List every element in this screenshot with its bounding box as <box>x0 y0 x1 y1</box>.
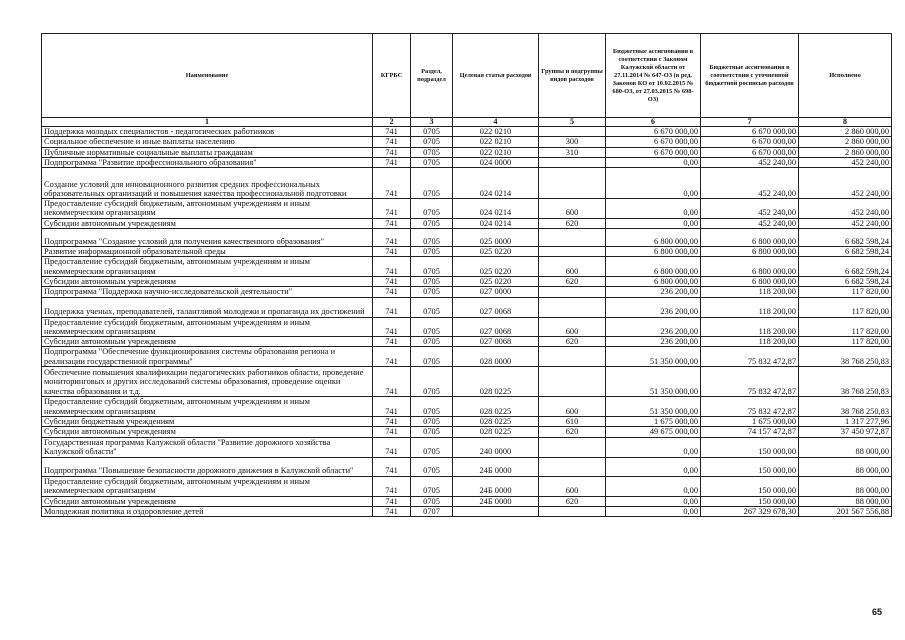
cell-law: 0,00 <box>606 476 701 496</box>
cell-rospis: 150 000,00 <box>701 476 799 496</box>
cell-name: Предоставление субсидий бюджетным, автономным учреждениям и иным некоммерческим организациям <box>42 199 373 219</box>
cell-kgrbs: 741 <box>373 367 411 397</box>
column-number: 5 <box>539 118 606 127</box>
header-row <box>42 34 892 118</box>
cell-name: Субсидии автономным учреждениям <box>42 276 373 286</box>
cell-statya: 022 0210 <box>453 127 539 137</box>
table-row <box>42 337 892 347</box>
column-number: 6 <box>606 118 701 127</box>
cell-rospis: 6 800 000,00 <box>701 229 799 247</box>
cell-rospis: 267 329 678,30 <box>701 506 799 516</box>
cell-statya: 028 0225 <box>453 367 539 397</box>
cell-done: 117 820,00 <box>799 297 892 317</box>
cell-razdel: 0705 <box>411 229 453 247</box>
cell-kgrbs: 741 <box>373 397 411 417</box>
column-number: 8 <box>799 118 892 127</box>
cell-kgrbs: 741 <box>373 276 411 286</box>
cell-statya: 028 0000 <box>453 347 539 367</box>
cell-razdel: 0705 <box>411 427 453 437</box>
cell-law: 49 675 000,00 <box>606 427 701 437</box>
table-row <box>42 276 892 286</box>
cell-vid: 600 <box>539 199 606 219</box>
cell-statya <box>453 506 539 516</box>
cell-done: 6 682 598,24 <box>799 229 892 247</box>
cell-statya: 024 0214 <box>453 199 539 219</box>
cell-vid <box>539 247 606 257</box>
cell-done: 88 000,00 <box>799 476 892 496</box>
cell-name: Поддержка молодых специалистов - педагогических работников <box>42 127 373 137</box>
cell-name: Подпрограмма "Поддержка научно-исследовательской деятельности" <box>42 287 373 297</box>
column-number: 3 <box>411 118 453 127</box>
header-law: Бюджетные ассигнования в соответствии с Законом Калужской области от 27.11.2014 № 647-ОЗ (в ред. Законов КО от 10.02.2015 № 680-ОЗ, от 27.03.2015 № 698-ОЗ) <box>606 34 701 118</box>
cell-razdel: 0705 <box>411 127 453 137</box>
cell-name: Субсидии бюджетным учреждениям <box>42 417 373 427</box>
cell-vid: 610 <box>539 417 606 427</box>
table-row <box>42 218 892 228</box>
cell-law: 6 670 000,00 <box>606 137 701 147</box>
cell-statya: 024 0000 <box>453 157 539 167</box>
cell-rospis: 6 800 000,00 <box>701 276 799 286</box>
cell-statya: 028 0225 <box>453 417 539 427</box>
cell-kgrbs: 741 <box>373 437 411 457</box>
cell-kgrbs: 741 <box>373 157 411 167</box>
cell-razdel: 0705 <box>411 287 453 297</box>
cell-kgrbs: 741 <box>373 347 411 367</box>
cell-done: 38 768 250,83 <box>799 397 892 417</box>
cell-rospis: 75 832 472,87 <box>701 367 799 397</box>
cell-done: 38 768 250,83 <box>799 347 892 367</box>
cell-name: Субсидии автономным учреждениям <box>42 427 373 437</box>
cell-rospis: 150 000,00 <box>701 496 799 506</box>
cell-razdel: 0705 <box>411 297 453 317</box>
cell-kgrbs: 741 <box>373 287 411 297</box>
cell-vid: 620 <box>539 427 606 437</box>
cell-name: Субсидии автономным учреждениям <box>42 337 373 347</box>
cell-name: Предоставление субсидий бюджетным, автономным учреждениям и иным некоммерческим организациям <box>42 317 373 337</box>
cell-law: 0,00 <box>606 199 701 219</box>
cell-law: 0,00 <box>606 496 701 506</box>
cell-law: 51 350 000,00 <box>606 347 701 367</box>
cell-law: 236 200,00 <box>606 297 701 317</box>
cell-done: 88 000,00 <box>799 437 892 457</box>
cell-statya: 022 0210 <box>453 137 539 147</box>
cell-law: 51 350 000,00 <box>606 367 701 397</box>
cell-name: Предоставление субсидий бюджетным, автономным учреждениям и иным некоммерческим организациям <box>42 397 373 417</box>
cell-statya: 027 0068 <box>453 337 539 347</box>
cell-statya: 024 0214 <box>453 168 539 199</box>
cell-name: Подпрограмма "Обеспечение функционирования системы образования региона и реализации государственной программы" <box>42 347 373 367</box>
table-row <box>42 506 892 516</box>
cell-razdel: 0705 <box>411 257 453 277</box>
cell-kgrbs: 741 <box>373 297 411 317</box>
cell-done: 6 682 598,24 <box>799 247 892 257</box>
column-number: 7 <box>701 118 799 127</box>
cell-law: 0,00 <box>606 506 701 516</box>
cell-statya: 24Б 0000 <box>453 457 539 476</box>
cell-rospis: 75 832 472,87 <box>701 397 799 417</box>
cell-kgrbs: 741 <box>373 218 411 228</box>
table-row <box>42 147 892 157</box>
cell-rospis: 6 670 000,00 <box>701 127 799 137</box>
header-rospis: Бюджетные ассигнования в соответствии с уточненной бюджетной росписью расходов <box>701 34 799 118</box>
header-statya: Целевая статья расходов <box>453 34 539 118</box>
cell-statya: 025 0220 <box>453 247 539 257</box>
cell-name: Поддержка ученых, преподавателей, талантливой молодежи и пропаганда их достижений <box>42 297 373 317</box>
cell-razdel: 0705 <box>411 347 453 367</box>
cell-rospis: 118 200,00 <box>701 317 799 337</box>
cell-name: Подпрограмма "Создание условий для получения качественного образования" <box>42 229 373 247</box>
cell-vid: 600 <box>539 476 606 496</box>
cell-rospis: 6 800 000,00 <box>701 257 799 277</box>
cell-vid <box>539 127 606 137</box>
cell-rospis: 1 675 000,00 <box>701 417 799 427</box>
cell-vid <box>539 347 606 367</box>
table-row <box>42 257 892 277</box>
cell-law: 6 800 000,00 <box>606 257 701 277</box>
table-row <box>42 476 892 496</box>
cell-done: 6 682 598,24 <box>799 257 892 277</box>
cell-statya: 025 0220 <box>453 276 539 286</box>
table-body <box>42 127 892 517</box>
cell-kgrbs: 741 <box>373 476 411 496</box>
cell-razdel: 0705 <box>411 157 453 167</box>
cell-razdel: 0705 <box>411 247 453 257</box>
column-number: 4 <box>453 118 539 127</box>
cell-law: 0,00 <box>606 218 701 228</box>
cell-vid <box>539 367 606 397</box>
table-row <box>42 297 892 317</box>
cell-name: Создание условий для инновационного развития средних профессиональных образовательных организаций и повышения качества профессиональной подготовки <box>42 168 373 199</box>
cell-name: Публичные нормативные социальные выплаты гражданам <box>42 147 373 157</box>
cell-done: 37 450 972,87 <box>799 427 892 437</box>
cell-name: Подпрограмма "Развитие профессионального образования" <box>42 157 373 167</box>
page-number: 65 <box>872 607 883 617</box>
cell-razdel: 0705 <box>411 147 453 157</box>
column-number-row <box>42 118 892 127</box>
cell-kgrbs: 741 <box>373 199 411 219</box>
table-row <box>42 229 892 247</box>
cell-law: 0,00 <box>606 157 701 167</box>
table-row <box>42 397 892 417</box>
cell-law: 51 350 000,00 <box>606 397 701 417</box>
cell-rospis: 452 240,00 <box>701 168 799 199</box>
cell-kgrbs: 741 <box>373 496 411 506</box>
cell-name: Подпрограмма "Повышение безопасности дорожного движения в Калужской области" <box>42 457 373 476</box>
cell-vid <box>539 457 606 476</box>
cell-statya: 027 0000 <box>453 287 539 297</box>
cell-done: 117 820,00 <box>799 287 892 297</box>
cell-vid: 600 <box>539 397 606 417</box>
cell-kgrbs: 741 <box>373 506 411 516</box>
cell-rospis: 452 240,00 <box>701 218 799 228</box>
cell-vid <box>539 287 606 297</box>
cell-done: 452 240,00 <box>799 168 892 199</box>
cell-done: 452 240,00 <box>799 218 892 228</box>
cell-rospis: 118 200,00 <box>701 297 799 317</box>
cell-razdel: 0705 <box>411 276 453 286</box>
cell-name: Предоставление субсидий бюджетным, автономным учреждениям и иным некоммерческим организациям <box>42 257 373 277</box>
cell-razdel: 0705 <box>411 337 453 347</box>
cell-razdel: 0705 <box>411 496 453 506</box>
cell-kgrbs: 741 <box>373 417 411 427</box>
header-done: Исполнено <box>799 34 892 118</box>
cell-done: 88 000,00 <box>799 457 892 476</box>
cell-rospis: 74 157 472,87 <box>701 427 799 437</box>
cell-vid: 620 <box>539 218 606 228</box>
cell-razdel: 0705 <box>411 457 453 476</box>
cell-law: 6 800 000,00 <box>606 276 701 286</box>
header-razdel: Раздел, подраздел <box>411 34 453 118</box>
cell-law: 0,00 <box>606 168 701 199</box>
cell-kgrbs: 741 <box>373 247 411 257</box>
cell-done: 6 682 598,24 <box>799 276 892 286</box>
cell-kgrbs: 741 <box>373 257 411 277</box>
table-row <box>42 247 892 257</box>
table-row <box>42 127 892 137</box>
cell-rospis: 6 670 000,00 <box>701 137 799 147</box>
cell-law: 0,00 <box>606 457 701 476</box>
cell-done: 2 860 000,00 <box>799 127 892 137</box>
cell-vid: 600 <box>539 317 606 337</box>
cell-razdel: 0705 <box>411 317 453 337</box>
cell-kgrbs: 741 <box>373 127 411 137</box>
cell-statya: 24Б 0000 <box>453 476 539 496</box>
cell-done: 117 820,00 <box>799 337 892 347</box>
table-row <box>42 496 892 506</box>
table-row <box>42 367 892 397</box>
cell-law: 6 670 000,00 <box>606 127 701 137</box>
cell-statya: 24Б 0000 <box>453 496 539 506</box>
cell-statya: 028 0225 <box>453 397 539 417</box>
cell-name: Субсидии автономным учреждениям <box>42 496 373 506</box>
cell-name: Субсидии автономным учреждениям <box>42 218 373 228</box>
cell-razdel: 0707 <box>411 506 453 516</box>
cell-vid <box>539 506 606 516</box>
cell-statya: 027 0068 <box>453 317 539 337</box>
cell-done: 452 240,00 <box>799 157 892 167</box>
cell-law: 1 675 000,00 <box>606 417 701 427</box>
cell-done: 1 317 277,96 <box>799 417 892 427</box>
cell-vid <box>539 297 606 317</box>
table-row <box>42 287 892 297</box>
cell-vid <box>539 157 606 167</box>
cell-rospis: 150 000,00 <box>701 437 799 457</box>
cell-done: 452 240,00 <box>799 199 892 219</box>
cell-done: 38 768 250,83 <box>799 367 892 397</box>
cell-razdel: 0705 <box>411 218 453 228</box>
cell-rospis: 150 000,00 <box>701 457 799 476</box>
cell-done: 201 567 556,88 <box>799 506 892 516</box>
cell-statya: 024 0214 <box>453 218 539 228</box>
cell-statya: 027 0068 <box>453 297 539 317</box>
cell-name: Обеспечение повышения квалификации педагогических работников области, проведение мониторинговых и других исследований системы образования, проведение оценки качества образования и т.д. <box>42 367 373 397</box>
cell-law: 6 800 000,00 <box>606 247 701 257</box>
cell-vid: 620 <box>539 276 606 286</box>
cell-rospis: 452 240,00 <box>701 199 799 219</box>
cell-done: 2 860 000,00 <box>799 147 892 157</box>
cell-done: 2 860 000,00 <box>799 137 892 147</box>
cell-name: Предоставление субсидий бюджетным, автономным учреждениям и иным некоммерческим организациям <box>42 476 373 496</box>
cell-kgrbs: 741 <box>373 147 411 157</box>
table-row <box>42 347 892 367</box>
table-row <box>42 157 892 167</box>
column-number: 2 <box>373 118 411 127</box>
cell-kgrbs: 741 <box>373 457 411 476</box>
cell-rospis: 6 670 000,00 <box>701 147 799 157</box>
cell-vid <box>539 229 606 247</box>
table-row <box>42 437 892 457</box>
cell-razdel: 0705 <box>411 476 453 496</box>
cell-vid: 600 <box>539 257 606 277</box>
cell-rospis: 118 200,00 <box>701 337 799 347</box>
cell-rospis: 452 240,00 <box>701 157 799 167</box>
table-row <box>42 417 892 427</box>
cell-vid: 300 <box>539 137 606 147</box>
cell-name: Государственная программа Калужской области "Развитие дорожного хозяйства Калужской области" <box>42 437 373 457</box>
cell-statya: 025 0000 <box>453 229 539 247</box>
cell-razdel: 0705 <box>411 417 453 427</box>
cell-statya: 028 0225 <box>453 427 539 437</box>
cell-kgrbs: 741 <box>373 229 411 247</box>
cell-statya: 022 0210 <box>453 147 539 157</box>
cell-razdel: 0705 <box>411 168 453 199</box>
header-name: Наименование <box>42 34 373 118</box>
cell-name: Молодежная политика и оздоровление детей <box>42 506 373 516</box>
table-row <box>42 317 892 337</box>
cell-statya: 240 0000 <box>453 437 539 457</box>
cell-razdel: 0705 <box>411 367 453 397</box>
cell-law: 6 800 000,00 <box>606 229 701 247</box>
cell-law: 236 200,00 <box>606 337 701 347</box>
table-row <box>42 168 892 199</box>
cell-kgrbs: 741 <box>373 337 411 347</box>
cell-kgrbs: 741 <box>373 168 411 199</box>
cell-kgrbs: 741 <box>373 427 411 437</box>
cell-law: 236 200,00 <box>606 287 701 297</box>
table-row <box>42 457 892 476</box>
cell-vid: 620 <box>539 496 606 506</box>
cell-vid: 310 <box>539 147 606 157</box>
cell-law: 6 670 000,00 <box>606 147 701 157</box>
table-row <box>42 137 892 147</box>
cell-rospis: 6 800 000,00 <box>701 247 799 257</box>
cell-done: 117 820,00 <box>799 317 892 337</box>
table-row <box>42 427 892 437</box>
cell-name: Социальное обеспечение и иные выплаты населению <box>42 137 373 147</box>
cell-name: Развитие информационной образовательной среды <box>42 247 373 257</box>
cell-done: 88 000,00 <box>799 496 892 506</box>
cell-kgrbs: 741 <box>373 137 411 147</box>
cell-vid <box>539 437 606 457</box>
cell-vid: 620 <box>539 337 606 347</box>
cell-razdel: 0705 <box>411 397 453 417</box>
header-kgrbs: КГРБС <box>373 34 411 118</box>
header-vid: Группы и подгруппы видов расходов <box>539 34 606 118</box>
cell-statya: 025 0220 <box>453 257 539 277</box>
cell-law: 236 200,00 <box>606 317 701 337</box>
cell-razdel: 0705 <box>411 199 453 219</box>
column-number: 1 <box>42 118 373 127</box>
budget-table <box>41 33 892 517</box>
cell-razdel: 0705 <box>411 137 453 147</box>
cell-razdel: 0705 <box>411 437 453 457</box>
table-row <box>42 199 892 219</box>
cell-vid <box>539 168 606 199</box>
cell-kgrbs: 741 <box>373 317 411 337</box>
cell-rospis: 118 200,00 <box>701 287 799 297</box>
cell-law: 0,00 <box>606 437 701 457</box>
cell-rospis: 75 832 472,87 <box>701 347 799 367</box>
